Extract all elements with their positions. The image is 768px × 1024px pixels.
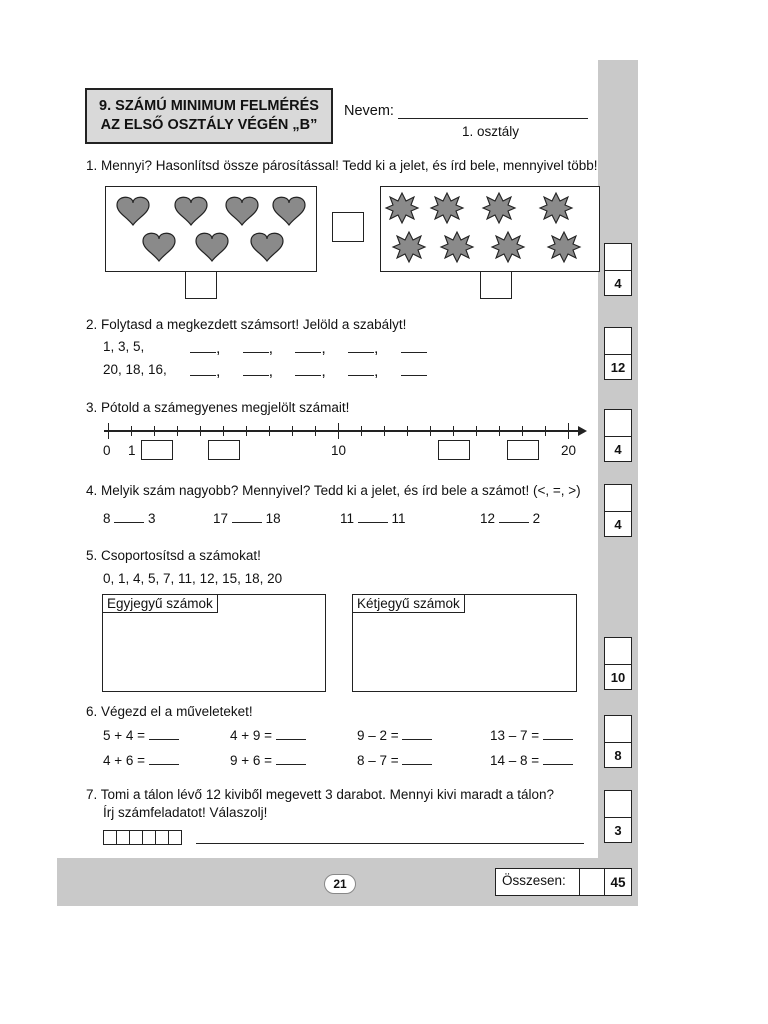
task-7-score-box bbox=[604, 790, 632, 843]
sequence-1-start: 1, 3, 5, bbox=[103, 339, 145, 354]
compare-sign-box[interactable] bbox=[332, 212, 364, 242]
number-line-tick bbox=[131, 426, 132, 436]
compare-left: 11 bbox=[340, 511, 355, 526]
score-input[interactable] bbox=[605, 410, 631, 437]
equation-cells[interactable] bbox=[103, 830, 181, 850]
star-icon bbox=[431, 193, 463, 223]
answer-blank[interactable] bbox=[402, 739, 432, 740]
number-line-tick bbox=[292, 426, 293, 436]
task-7-text-line-1: 7. Tomi a tálon lévő 12 kiviből megevett 3 darabot. Mennyi kivi maradt a tálon? bbox=[86, 787, 555, 802]
star-icon bbox=[441, 232, 473, 262]
sequence-2-start: 20, 18, 16, bbox=[103, 362, 167, 377]
heart-icon bbox=[226, 197, 258, 225]
max-points: 12 bbox=[610, 359, 626, 375]
stars-count-box[interactable] bbox=[480, 271, 512, 299]
compare-pair bbox=[103, 511, 156, 526]
number-line-tick bbox=[384, 426, 385, 436]
sequence-2-blanks[interactable]: , , , , bbox=[190, 363, 427, 381]
score-input[interactable] bbox=[605, 244, 631, 271]
task-3-score-box bbox=[604, 409, 632, 462]
operation-text: 5 + 4 = bbox=[103, 728, 146, 743]
answer-blank[interactable] bbox=[149, 764, 179, 765]
number-line-tick bbox=[177, 426, 178, 436]
number-line-tick bbox=[338, 423, 339, 439]
total-points: 45 bbox=[610, 874, 626, 890]
operation-text: 4 + 9 = bbox=[230, 728, 273, 743]
heart-icon bbox=[143, 233, 175, 261]
answer-blank[interactable] bbox=[543, 739, 573, 740]
one-digit-label: Egyjegyű számok bbox=[102, 594, 218, 613]
number-line-tick bbox=[430, 426, 431, 436]
stars-group bbox=[381, 187, 599, 271]
task-6-text: 6. Végezd el a műveleteket! bbox=[86, 704, 253, 719]
task-4-score-box bbox=[604, 484, 632, 537]
number-line-tick bbox=[154, 426, 155, 436]
title-line-1: 9. SZÁMÚ MINIMUM FELMÉRÉS bbox=[99, 98, 319, 114]
task-5-text: 5. Csoportosítsd a számokat! bbox=[86, 548, 261, 563]
label-10: 10 bbox=[331, 443, 347, 458]
answer-blank[interactable] bbox=[149, 739, 179, 740]
page-number: 21 bbox=[324, 874, 356, 894]
answer-blank[interactable] bbox=[543, 764, 573, 765]
operation bbox=[490, 753, 573, 768]
compare-pair bbox=[213, 511, 281, 526]
operation-text: 9 – 2 = bbox=[357, 728, 399, 743]
operation-text: 13 – 7 = bbox=[490, 728, 540, 743]
compare-left: 17 bbox=[213, 511, 229, 526]
star-icon bbox=[548, 232, 580, 262]
two-digit-box[interactable] bbox=[352, 594, 577, 692]
hearts-group bbox=[106, 187, 316, 271]
number-line-tick bbox=[568, 423, 569, 439]
answer-blank[interactable] bbox=[402, 764, 432, 765]
title-line-2: AZ ELSŐ OSZTÁLY VÉGÉN „B” bbox=[100, 117, 318, 133]
hearts-frame bbox=[105, 186, 317, 272]
number-line-tick bbox=[407, 426, 408, 436]
heart-icon bbox=[196, 233, 228, 261]
compare-pair bbox=[340, 511, 406, 526]
number-line-tick bbox=[545, 426, 546, 436]
star-icon bbox=[386, 193, 418, 223]
compare-left: 8 bbox=[103, 511, 111, 526]
number-line-tick bbox=[361, 426, 362, 436]
operation bbox=[357, 728, 432, 743]
stars-frame bbox=[380, 186, 600, 272]
operation bbox=[230, 753, 306, 768]
number-line-tick bbox=[453, 426, 454, 436]
worksheet-title bbox=[85, 88, 333, 144]
star-icon bbox=[393, 232, 425, 262]
number-line-tick bbox=[200, 426, 201, 436]
heart-icon bbox=[175, 197, 207, 225]
arrow-right-icon bbox=[578, 426, 587, 436]
class-label: 1. osztály bbox=[462, 124, 520, 139]
answer-blank[interactable] bbox=[276, 739, 306, 740]
compare-blank[interactable] bbox=[114, 522, 144, 523]
operation bbox=[357, 753, 432, 768]
star-icon bbox=[492, 232, 524, 262]
heart-icon bbox=[251, 233, 283, 261]
score-input[interactable] bbox=[605, 328, 631, 355]
number-line-tick bbox=[476, 426, 477, 436]
number-line-tick bbox=[223, 426, 224, 436]
two-digit-label: Kétjegyű számok bbox=[352, 594, 465, 613]
number-line-answer-box[interactable] bbox=[507, 440, 539, 460]
number-line-tick bbox=[522, 426, 523, 436]
task-5-score-box bbox=[604, 637, 632, 690]
name-input-line[interactable] bbox=[398, 118, 588, 119]
max-points: 10 bbox=[610, 669, 626, 685]
label-20: 20 bbox=[561, 443, 577, 458]
task-4-text: 4. Melyik szám nagyobb? Mennyivel? Tedd ki a jelet, és írd bele a számot! (<, =, >) bbox=[86, 483, 581, 498]
number-line-tick bbox=[246, 426, 247, 436]
answer-line[interactable] bbox=[196, 843, 584, 844]
operation-text: 14 – 8 = bbox=[490, 753, 540, 768]
max-points: 4 bbox=[614, 275, 622, 291]
task-2-text: 2. Folytasd a megkezdett számsort! Jelöld a szabályt! bbox=[86, 317, 407, 332]
operation bbox=[230, 728, 306, 743]
heart-icon bbox=[273, 197, 305, 225]
max-points: 8 bbox=[614, 747, 622, 763]
task-1-score-box bbox=[604, 243, 632, 296]
max-points: 3 bbox=[614, 822, 622, 838]
number-line-tick bbox=[269, 426, 270, 436]
one-digit-box[interactable] bbox=[102, 594, 326, 692]
operation bbox=[103, 753, 179, 768]
label-0: 0 bbox=[103, 443, 111, 458]
compare-blank[interactable] bbox=[358, 522, 388, 523]
heart-icon bbox=[117, 197, 149, 225]
number-line bbox=[104, 430, 580, 432]
compare-left: 12 bbox=[480, 511, 496, 526]
number-line-answer-box[interactable] bbox=[141, 440, 173, 460]
star-icon bbox=[483, 193, 515, 223]
task-3-text: 3. Pótold a számegyenes megjelölt számait! bbox=[86, 400, 350, 415]
score-input[interactable] bbox=[605, 716, 631, 743]
max-points: 4 bbox=[614, 516, 622, 532]
compare-right: 2 bbox=[532, 511, 541, 526]
compare-right: 3 bbox=[148, 511, 156, 526]
compare-pair bbox=[480, 511, 540, 526]
score-input[interactable] bbox=[605, 638, 631, 665]
task-7-text-line-2: Írj számfeladatot! Válaszolj! bbox=[103, 805, 268, 820]
task-2-score-box bbox=[604, 327, 632, 380]
task-6-score-box bbox=[604, 715, 632, 768]
sequence-1-blanks[interactable]: , , , , bbox=[190, 340, 427, 358]
operation bbox=[490, 728, 573, 743]
total-box bbox=[495, 868, 632, 896]
number-line-tick bbox=[108, 423, 109, 439]
name-label: Nevem: bbox=[344, 103, 394, 119]
task-1-text: 1. Mennyi? Hasonlítsd össze párosítással! Tedd ki a jelet, és írd bele, mennyivel több! bbox=[86, 158, 598, 173]
score-input[interactable] bbox=[605, 485, 631, 512]
max-points: 4 bbox=[614, 441, 622, 457]
star-icon bbox=[540, 193, 572, 223]
compare-right: 11 bbox=[391, 511, 406, 526]
hearts-count-box[interactable] bbox=[185, 271, 217, 299]
number-line-answer-box[interactable] bbox=[208, 440, 240, 460]
score-sidebar bbox=[598, 60, 638, 906]
total-label: Összesen: bbox=[496, 869, 580, 895]
operation-text: 9 + 6 = bbox=[230, 753, 273, 768]
compare-blank[interactable] bbox=[499, 522, 529, 523]
number-line-tick bbox=[499, 426, 500, 436]
operation-text: 4 + 6 = bbox=[103, 753, 146, 768]
number-line-tick bbox=[315, 426, 316, 436]
number-line-answer-box[interactable] bbox=[438, 440, 470, 460]
compare-blank[interactable] bbox=[232, 522, 262, 523]
operation bbox=[103, 728, 179, 743]
score-input[interactable] bbox=[605, 791, 631, 818]
numbers-to-group: 0, 1, 4, 5, 7, 11, 12, 15, 18, 20 bbox=[103, 571, 283, 586]
compare-right: 18 bbox=[265, 511, 281, 526]
operation-text: 8 – 7 = bbox=[357, 753, 399, 768]
answer-blank[interactable] bbox=[276, 764, 306, 765]
label-1: 1 bbox=[128, 443, 136, 458]
total-score-input[interactable] bbox=[580, 869, 605, 895]
